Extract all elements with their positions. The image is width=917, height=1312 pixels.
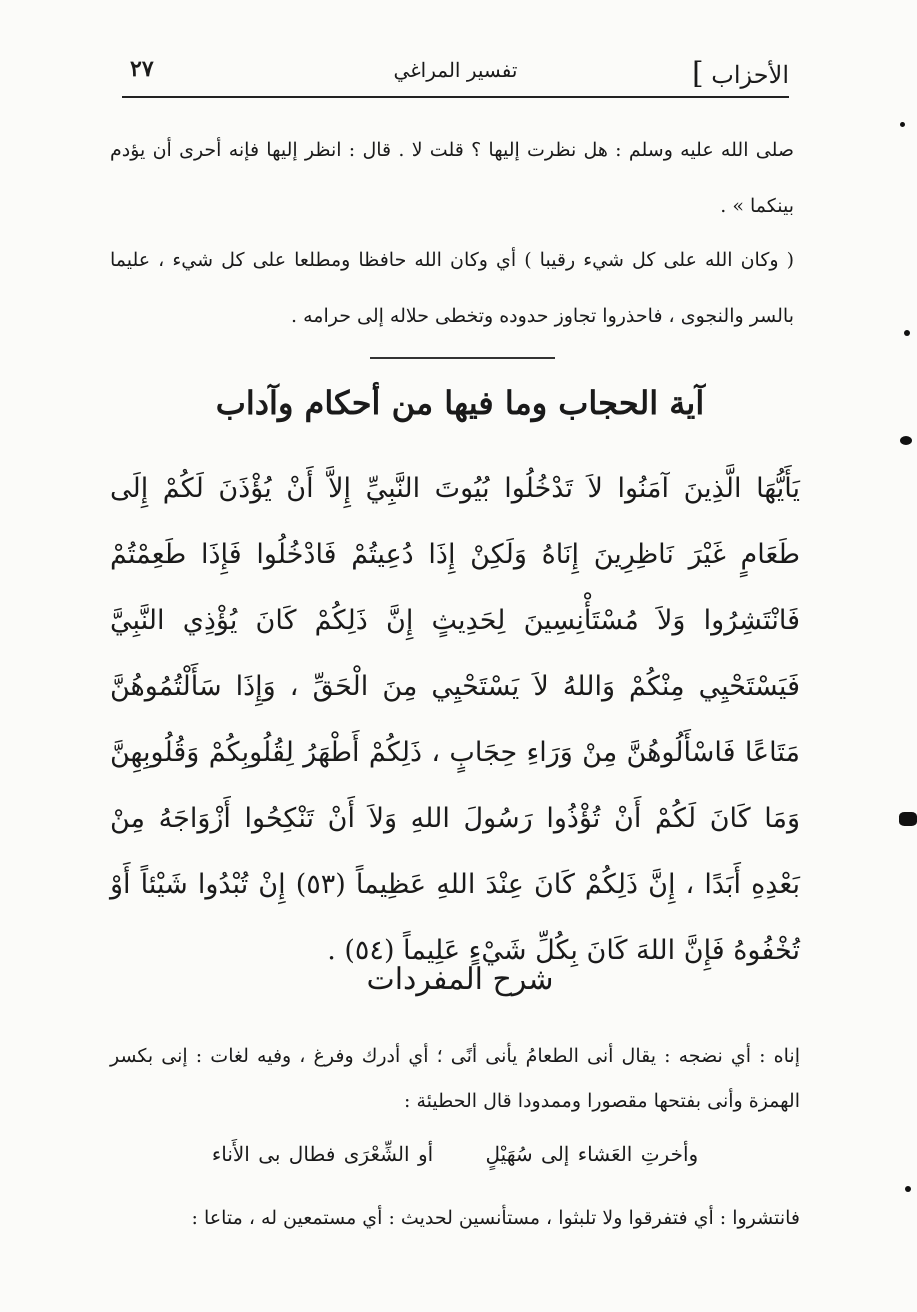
scan-speck: [904, 330, 910, 336]
header-sura-label: الأحزاب: [711, 61, 789, 89]
poem-second-hemistich: أو الشِّعْرَى فطال بى الأَناء: [211, 1142, 434, 1166]
quran-verse-text: يَأَيُّهَا الَّذِينَ آمَنُوا لاَ تَدْخُلُوا بُيُوتَ النَّبِيِّ إِلاَّ أَنْ يُؤْذَنَ لَكُمْ إِلَى طَعَامٍ غَيْرَ نَاظِرِينَ إِنَاهُ وَلَكِنْ إِذَا دُعِيتُمْ فَادْخُلُوا فَإِذَا طَعِمْتُمْ فَانْتَشِرُوا وَلاَ مُسْتَأْنِسِينَ لِحَدِيثٍ إِنَّ ذَلِكُمْ كَانَ يُؤْذِي النَّبِيَّ فَيَسْتَحْيِي مِنْكُمْ وَاللهُ لاَ يَسْتَحْيِي مِنَ الْحَقِّ ، وَإِذَا سَأَلْتُمُوهُنَّ مَتَاعًا فَاسْأَلُوهُنَّ مِنْ وَرَاءِ حِجَابٍ ، ذَلِكُمْ أَطْهَرُ لِقُلُوبِكُمْ وَقُلُوبِهِنَّ وَمَا كَانَ لَكُمْ أَنْ تُؤْذُوا رَسُولَ اللهِ وَلاَ أَنْ تَنْكِحُوا أَزْوَاجَهُ مِنْ بَعْدِهِ أَبَدًا ، إِنَّ ذَلِكُمْ كَانَ عِنْدَ اللهِ عَظِيماً (٥٣) إِنْ تُبْدُوا شَيْئاً أَوْ تُخْفُوهُ فَإِنَّ اللهَ كَانَ بِكُلِّ شَيْءٍ عَلِيماً (٥٤) .: [110, 473, 800, 966]
vocabulary-heading: شرح المفردات: [366, 962, 554, 997]
section-divider: [370, 357, 555, 359]
poem-first-hemistich: وأخرتِ العَشاء إلى سُهَيْلٍ: [485, 1142, 699, 1166]
vocabulary-paragraph: إناه : أي نضجه : يقال أنى الطعامُ يأنى أنًى ؛ أي أدرك وفرغ ، وفيه لغات : إنى بكسر الهمزة وأنى بفتحها مقصورا وممدودا قال الحطيئة :: [110, 1045, 800, 1112]
scan-speck: [899, 812, 917, 826]
running-header: [122, 52, 789, 98]
commentary-paragraph-2: ( وكان الله على كل شيء رقيبا ) أي وكان الله حافظا ومطلعا على كل شيء ، عليما بالسر والنجوى ، فاحذروا تجاوز حدوده وتخطى حلاله إلى حرامه .: [110, 249, 794, 327]
header-book-title: تفسير المراغي: [393, 58, 518, 82]
poem-verse: [110, 1142, 800, 1166]
vocabulary-paragraph-continued: فانتشروا : أي فتفرقوا ولا تلبثوا ، مستأنسين لحديث : أي مستمعين له ، متاعا :: [191, 1207, 800, 1229]
page-number: ٢٧: [130, 56, 154, 82]
scan-speck: [900, 122, 905, 127]
scan-speck: [900, 436, 912, 445]
scan-speck: [905, 1186, 911, 1192]
section-title: آية الحجاب وما فيها من أحكام وآداب: [215, 384, 705, 422]
header-bracket: ]: [691, 56, 704, 91]
commentary-paragraph-1: صلى الله عليه وسلم : هل نظرت إليها ؟ قلت لا . قال : انظر إليها فإنه أحرى أن يؤدم بينكما » .: [110, 139, 794, 217]
